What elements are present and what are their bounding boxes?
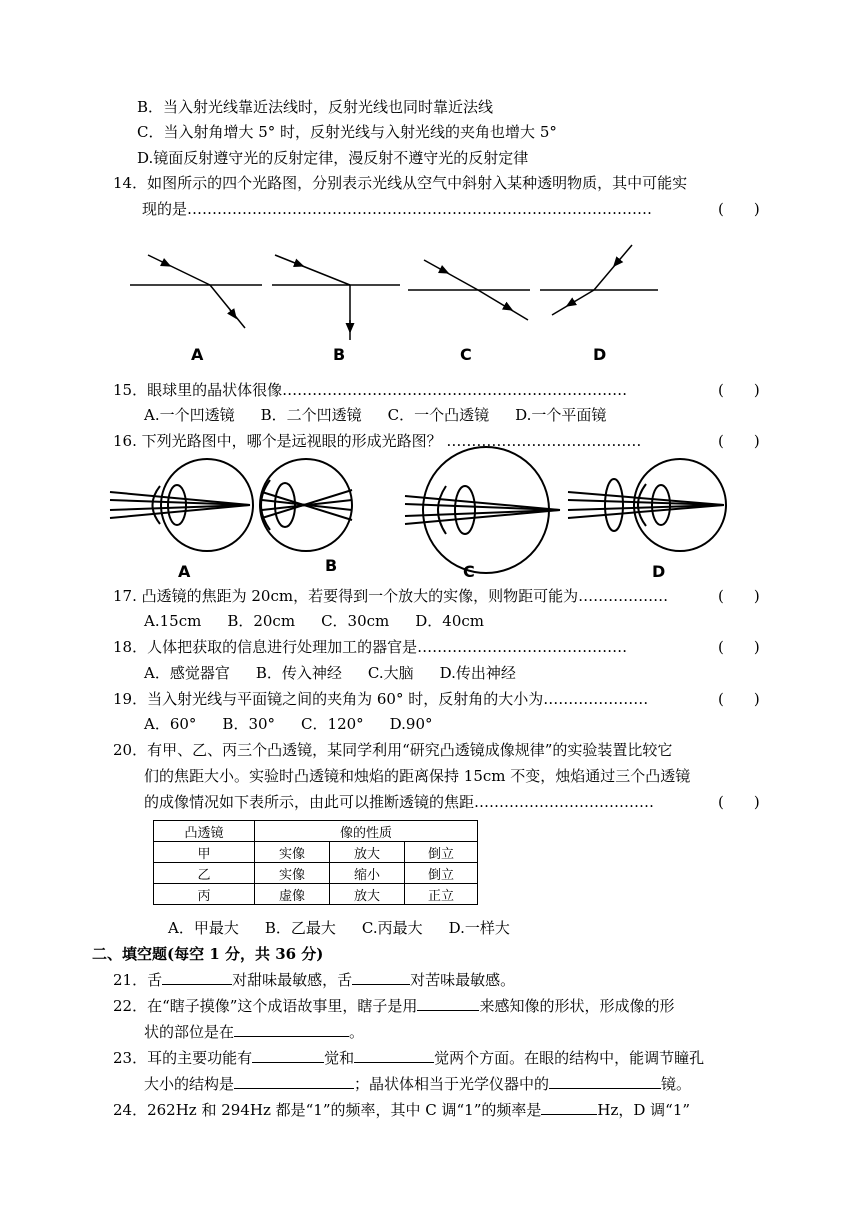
q18-option-d: D.传出神经 [439, 664, 516, 682]
q15-options [144, 405, 632, 425]
q16-answer-paren: ( ) [718, 432, 760, 450]
answer-blank[interactable] [549, 1074, 661, 1089]
q14-label-b: B [333, 345, 346, 364]
q18-option-a: A．感觉器官 [144, 664, 230, 682]
q23-line1: 23．耳的主要功能有 觉和 觉两个方面。在眼的结构中，能调节瞳孔 [113, 1049, 705, 1067]
q15-option-b: B．二个凹透镜 [260, 406, 362, 424]
q17-answer-paren: ( ) [718, 587, 760, 605]
diagram-d [540, 245, 658, 315]
q14-label-a: A [191, 345, 204, 364]
answer-blank[interactable] [541, 1100, 597, 1115]
q18-option-c: C.大脑 [367, 664, 414, 682]
answer-blank[interactable] [234, 1074, 354, 1089]
answer-blank[interactable] [417, 996, 479, 1011]
q19-option-a: A．60° [144, 715, 197, 733]
table-header-image: 像的性质 [255, 821, 478, 842]
q22-line1: 22．在“瞎子摸像”这个成语故事里，瞎子是用 来感知像的形状，形成像的形 [113, 997, 675, 1015]
option-c: C．当入射角增大 5° 时，反射光线与入射光线的夹角也增大 5° [137, 123, 557, 141]
table-row: 乙 实像 缩小 倒立 [154, 863, 478, 884]
q23-line2: 大小的结构是 ；晶状体相当于光学仪器中的 镜。 [144, 1075, 692, 1093]
q20-line2: 们的焦距大小。实验时凸透镜和烛焰的距离保持 15cm 不变，烛焰通过三个凸透镜 [144, 767, 691, 785]
q18-answer-paren: ( ) [718, 638, 760, 656]
q15-option-d: D.一个平面镜 [515, 406, 607, 424]
q15-answer-paren: ( ) [718, 381, 760, 399]
q24-line: 24．262Hz 和 294Hz 都是“1”的频率，其中 C 调“1”的频率是 Hz，D 调“1” [113, 1101, 691, 1119]
answer-blank[interactable] [352, 970, 410, 985]
eye-diagram-b [260, 459, 352, 551]
option-b: B．当入射光线靠近法线时，反射光线也同时靠近法线 [137, 98, 494, 116]
q16-stem: 16. 下列光路图中，哪个是远视眼的形成光路图？ ………………………………… [113, 432, 642, 450]
q20-answer-paren: ( ) [718, 793, 760, 811]
q16-label-c: C [463, 562, 475, 581]
q20-options [168, 918, 536, 938]
q20-option-c: C.丙最大 [361, 919, 423, 937]
q18-options [144, 663, 542, 683]
answer-blank[interactable] [354, 1048, 434, 1063]
q19-options [144, 714, 459, 734]
q17-options [144, 611, 510, 631]
q19-option-d: D.90° [389, 715, 433, 733]
table-row: 甲 实像 放大 倒立 [154, 842, 478, 863]
section-heading: 二、填空题(每空 1 分，共 36 分) [92, 945, 324, 963]
q22-line2: 状的部位是在 。 [144, 1023, 365, 1041]
q14-answer-paren: ( ) [718, 200, 760, 218]
q14-line2: 现的是………………………………………………………………………………… [142, 200, 653, 218]
diagram-c [408, 260, 530, 320]
q18-option-b: B．传入神经 [255, 664, 342, 682]
q16-label-d: D [652, 562, 666, 581]
q15-stem: 15．眼球里的晶状体很像…………………………………………………………… [113, 381, 628, 399]
q17-option-a: A.15cm [144, 612, 202, 630]
q21-line: 21．舌 对甜味最敏感，舌 对苦味最敏感。 [113, 971, 516, 989]
q16-label-b: B [325, 556, 338, 575]
table-row: 丙 虚像 放大 正立 [154, 884, 478, 905]
q18-stem: 18．人体把获取的信息进行处理加工的器官是…………………………………… [113, 638, 628, 656]
eye-diagram-d [568, 459, 726, 551]
q17-option-d: D．40cm [415, 612, 485, 630]
q20-option-a: A．甲最大 [168, 919, 239, 937]
answer-blank[interactable] [234, 1022, 349, 1037]
q19-option-c: C．120° [301, 715, 364, 733]
q14-label-c: C [460, 345, 472, 364]
q15-option-a: A.一个凹透镜 [144, 406, 235, 424]
q19-option-b: B．30° [222, 715, 276, 733]
answer-blank[interactable] [162, 970, 232, 985]
q16-label-a: A [178, 562, 191, 581]
q14-line1: 14．如图所示的四个光路图，分别表示光线从空气中斜射入某种透明物质，其中可能实 [113, 174, 688, 192]
eye-diagram-a [110, 459, 253, 551]
q15-option-c: C．一个凸透镜 [387, 406, 490, 424]
diagram-b [272, 255, 400, 340]
q14-label-d: D [593, 345, 607, 364]
q20-option-d: D.一样大 [448, 919, 510, 937]
diagram-a [130, 255, 262, 328]
image-properties-table [153, 820, 478, 905]
q17-stem: 17. 凸透镜的焦距为 20cm，若要得到一个放大的实像，则物距可能为……………… [113, 587, 669, 605]
q20-option-b: B．乙最大 [264, 919, 336, 937]
answer-blank[interactable] [252, 1048, 324, 1063]
option-d: D.镜面反射遵守光的反射定律，漫反射不遵守光的反射定律 [137, 149, 529, 167]
eye-diagram-c [405, 447, 560, 573]
table-header-lens: 凸透镜 [154, 821, 255, 842]
q19-stem: 19．当入射光线与平面镜之间的夹角为 60° 时，反射角的大小为………………… [113, 690, 649, 708]
q17-option-b: B．20cm [227, 612, 296, 630]
q20-line1: 20．有甲、乙、丙三个凸透镜，某同学利用“研究凸透镜成像规律”的实验装置比较它 [113, 741, 673, 759]
q20-line3: 的成像情况如下表所示，由此可以推断透镜的焦距……………………………… [144, 793, 655, 811]
q17-option-c: C．30cm [321, 612, 390, 630]
q19-answer-paren: ( ) [718, 690, 760, 708]
